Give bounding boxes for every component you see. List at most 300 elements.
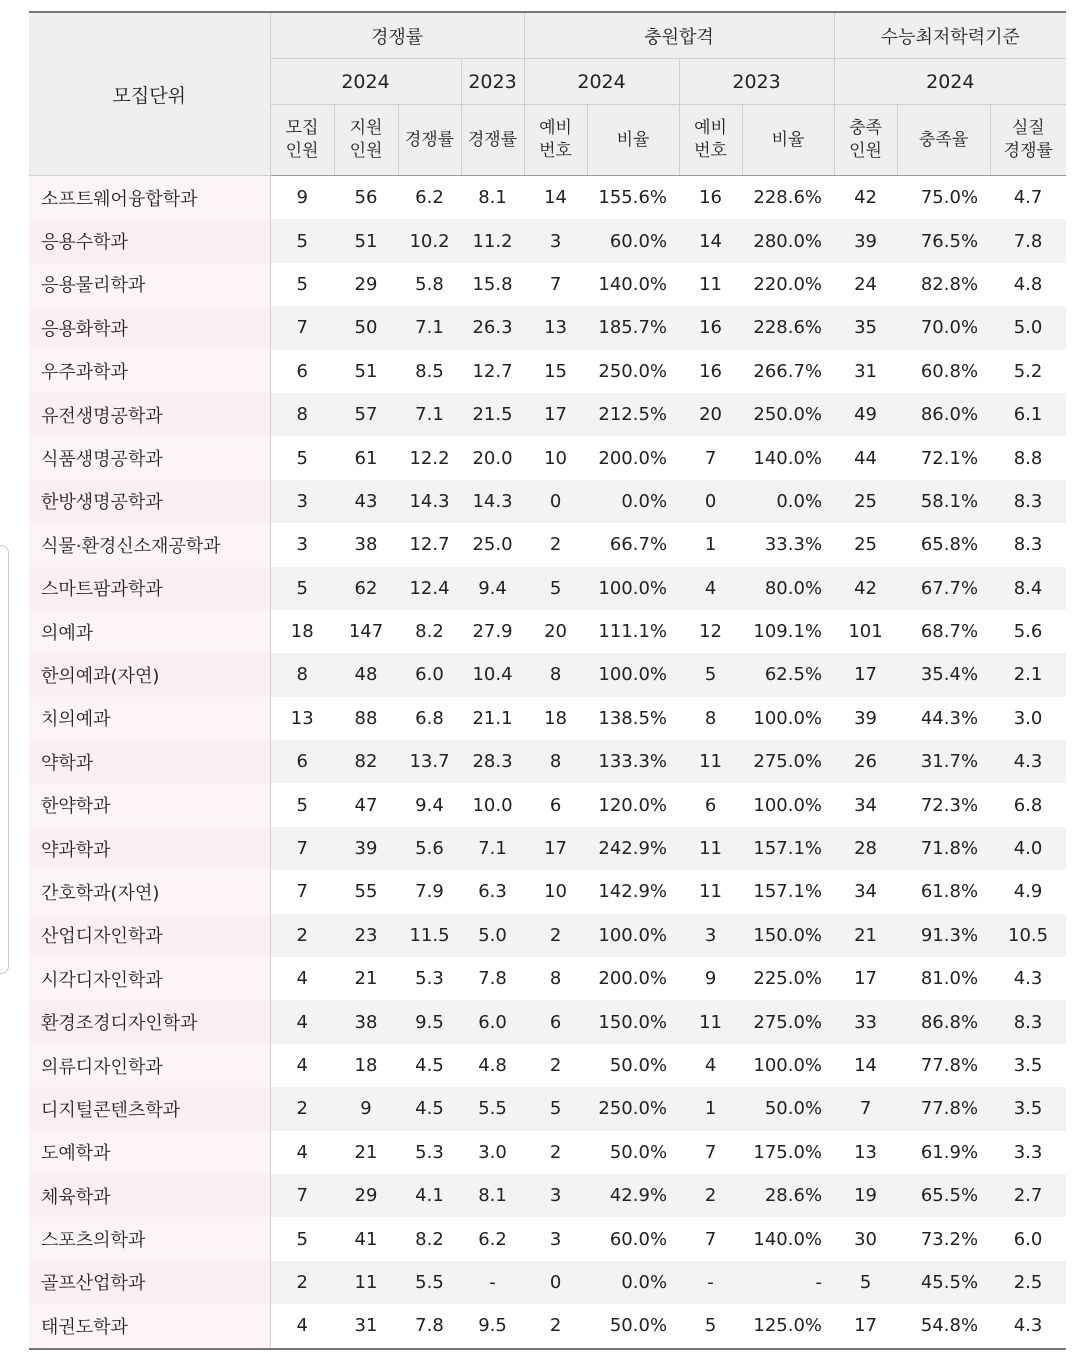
met-count-cell: 31 bbox=[854, 360, 877, 382]
ratio-2023-cell: 228.6% bbox=[753, 187, 823, 209]
department-name: 스포츠의학과 bbox=[29, 1217, 270, 1260]
waitlist-number-2023-cell: 2 bbox=[679, 1174, 742, 1217]
ratio-2023-cell: 109.1% bbox=[753, 621, 823, 643]
header-competition-rate-2023: 경쟁률 bbox=[461, 105, 524, 176]
waitlist-number-2024-cell: 8 bbox=[549, 968, 562, 990]
recruit-count-cell: 4 bbox=[270, 1304, 334, 1348]
ratio-2024-cell: 111.1% bbox=[598, 621, 668, 643]
competition-rate-2024-cell: 9.5 bbox=[398, 1000, 461, 1043]
department-name: 간호학과(자연) bbox=[29, 870, 270, 913]
effective-rate-cell: 5.6 bbox=[1013, 621, 1043, 643]
header-applicant-count: 지원 인원 bbox=[334, 105, 398, 176]
table-row bbox=[29, 697, 1066, 740]
table-row bbox=[29, 1087, 1066, 1130]
header-group-csat-minimum: 수능최저학력기준 bbox=[834, 12, 1066, 59]
waitlist-number-2024-cell: 2 bbox=[549, 1055, 562, 1076]
applicant-count-cell: 29 bbox=[334, 1174, 398, 1217]
waitlist-number-2023-cell: 8 bbox=[704, 707, 717, 729]
waitlist-number-2024-cell: 15 bbox=[544, 360, 567, 382]
competition-rate-2024-cell: 5.6 bbox=[398, 827, 461, 870]
recruit-count-cell: 5 bbox=[296, 1228, 308, 1250]
waitlist-number-2023-cell: 3 bbox=[679, 914, 742, 957]
competition-rate-2023-cell: 28.3 bbox=[461, 740, 524, 783]
department-name: 의류디자인학과 bbox=[29, 1044, 270, 1087]
waitlist-number-2023-cell: 0 bbox=[679, 480, 742, 523]
competition-rate-2023-cell: 14.3 bbox=[461, 480, 524, 523]
met-count-cell: 42 bbox=[834, 567, 897, 610]
competition-rate-2023-cell: 5.0 bbox=[461, 914, 524, 957]
met-count-cell: 13 bbox=[854, 1141, 877, 1163]
applicant-count-cell: 39 bbox=[334, 827, 398, 870]
met-count-cell: 34 bbox=[854, 794, 877, 816]
waitlist-number-2024-cell: 0 bbox=[524, 480, 587, 523]
ratio-2023-cell: 100.0% bbox=[753, 794, 823, 816]
waitlist-number-2023-cell: 11 bbox=[679, 1000, 742, 1043]
department-name: 식품생명공학과 bbox=[29, 436, 270, 479]
ratio-2024-cell: 155.6% bbox=[598, 187, 668, 209]
met-rate-cell: 60.8% bbox=[920, 360, 979, 382]
ratio-2023-cell: 275.0% bbox=[742, 740, 834, 783]
met-rate-cell: 71.8% bbox=[897, 827, 990, 870]
effective-rate-cell: 8.4 bbox=[990, 567, 1066, 610]
met-count-cell: 14 bbox=[854, 1055, 877, 1076]
applicant-count-cell: 11 bbox=[334, 1261, 398, 1304]
ratio-2024-cell: 150.0% bbox=[587, 1000, 679, 1043]
met-count-cell: 33 bbox=[834, 1000, 897, 1043]
waitlist-number-2024-cell: 2 bbox=[524, 1304, 587, 1348]
ratio-2023-cell: 175.0% bbox=[753, 1141, 823, 1163]
competition-rate-2024-cell: 8.2 bbox=[415, 1228, 444, 1250]
recruit-count-cell: 7 bbox=[296, 881, 308, 903]
table-row bbox=[29, 350, 1066, 393]
effective-rate-cell: 5.0 bbox=[990, 306, 1066, 349]
waitlist-number-2024-cell: 7 bbox=[549, 273, 562, 295]
competition-rate-2023-cell: 8.1 bbox=[461, 1174, 524, 1217]
ratio-2024-cell: 140.0% bbox=[598, 273, 668, 295]
competition-rate-2024-cell: 5.5 bbox=[398, 1261, 461, 1304]
recruit-count-cell: 3 bbox=[296, 534, 308, 556]
applicant-count-cell: 62 bbox=[334, 567, 398, 610]
effective-rate-cell: 6.1 bbox=[990, 393, 1066, 436]
competition-rate-2023-cell: 26.3 bbox=[461, 306, 524, 349]
waitlist-number-2023-cell: 11 bbox=[699, 273, 722, 295]
effective-rate-cell: 7.8 bbox=[990, 219, 1066, 262]
table-row bbox=[29, 740, 1066, 783]
department-name: 스마트팜과학과 bbox=[29, 567, 270, 610]
recruit-count-cell: 6 bbox=[270, 740, 334, 783]
effective-rate-cell: 8.3 bbox=[990, 1000, 1066, 1043]
applicant-count-cell: 56 bbox=[354, 187, 378, 209]
waitlist-number-2023-cell: 7 bbox=[704, 1228, 717, 1250]
table-header bbox=[29, 12, 1066, 176]
effective-rate-cell: 2.7 bbox=[990, 1174, 1066, 1217]
applicant-count-cell: 43 bbox=[334, 480, 398, 523]
met-rate-cell: 31.7% bbox=[897, 740, 990, 783]
header-year-additional-2024: 2024 bbox=[524, 59, 679, 105]
header-group-additional-admission: 충원합격 bbox=[524, 12, 834, 59]
effective-rate-cell: 4.9 bbox=[1013, 881, 1043, 903]
competition-rate-2024-cell: 5.3 bbox=[415, 968, 444, 990]
recruit-count-cell: 9 bbox=[296, 187, 308, 209]
recruit-count-cell: 13 bbox=[290, 707, 314, 729]
ratio-2024-cell: 100.0% bbox=[587, 653, 679, 696]
waitlist-number-2024-cell: 2 bbox=[549, 1141, 562, 1163]
waitlist-number-2024-cell: 10 bbox=[544, 447, 567, 469]
recruit-count-cell: 4 bbox=[296, 968, 308, 990]
competition-rate-2023-cell: 27.9 bbox=[472, 621, 513, 643]
met-rate-cell: 45.5% bbox=[897, 1261, 990, 1304]
competition-rate-2024-cell: 12.4 bbox=[398, 567, 461, 610]
met-count-cell: 39 bbox=[834, 219, 897, 262]
met-rate-cell: 65.8% bbox=[920, 534, 979, 556]
waitlist-number-2023-cell: 4 bbox=[679, 567, 742, 610]
competition-rate-2024-cell: 5.8 bbox=[415, 273, 444, 295]
ratio-2023-cell: 280.0% bbox=[742, 219, 834, 262]
competition-rate-2024-cell: 7.1 bbox=[398, 393, 461, 436]
waitlist-number-2023-cell: 7 bbox=[704, 1141, 717, 1163]
recruit-count-cell: 3 bbox=[270, 480, 334, 523]
competition-rate-2024-cell: 10.2 bbox=[398, 219, 461, 262]
recruit-count-cell: 7 bbox=[270, 1174, 334, 1217]
table-row bbox=[29, 1217, 1066, 1260]
applicant-count-cell: 47 bbox=[354, 794, 378, 816]
met-rate-cell: 67.7% bbox=[897, 567, 990, 610]
department-name: 산업디자인학과 bbox=[29, 914, 270, 957]
recruit-count-cell: 18 bbox=[290, 621, 314, 643]
waitlist-number-2023-cell: 11 bbox=[699, 881, 722, 903]
table-row bbox=[29, 1044, 1066, 1087]
waitlist-number-2023-cell: 20 bbox=[679, 393, 742, 436]
ratio-2023-cell: 275.0% bbox=[742, 1000, 834, 1043]
effective-rate-cell: 6.0 bbox=[1013, 1228, 1043, 1250]
table-row bbox=[29, 870, 1066, 913]
recruit-count-cell: 2 bbox=[270, 914, 334, 957]
waitlist-number-2024-cell: 17 bbox=[524, 393, 587, 436]
table-row bbox=[29, 176, 1066, 220]
table-row bbox=[29, 1174, 1066, 1217]
applicant-count-cell: 61 bbox=[354, 447, 378, 469]
applicant-count-cell: 48 bbox=[334, 653, 398, 696]
header-ratio-2024: 비율 bbox=[587, 105, 679, 176]
competition-rate-2024-cell: 4.1 bbox=[398, 1174, 461, 1217]
ratio-2024-cell: 66.7% bbox=[609, 534, 668, 556]
applicant-count-cell: 21 bbox=[354, 1141, 378, 1163]
ratio-2024-cell: 250.0% bbox=[598, 360, 668, 382]
ratio-2023-cell: 157.1% bbox=[753, 881, 823, 903]
met-count-cell: 7 bbox=[834, 1087, 897, 1130]
waitlist-number-2024-cell: 6 bbox=[524, 1000, 587, 1043]
recruit-count-cell: 5 bbox=[296, 447, 308, 469]
table-row bbox=[29, 610, 1066, 653]
met-count-cell: 17 bbox=[854, 968, 877, 990]
met-count-cell: 5 bbox=[834, 1261, 897, 1304]
met-rate-cell: 76.5% bbox=[897, 219, 990, 262]
department-name: 골프산업학과 bbox=[29, 1261, 270, 1304]
recruit-count-cell: 7 bbox=[270, 306, 334, 349]
competition-rate-2023-cell: 5.5 bbox=[461, 1087, 524, 1130]
waitlist-number-2023-cell: 11 bbox=[679, 827, 742, 870]
met-rate-cell: 81.0% bbox=[920, 968, 979, 990]
ratio-2024-cell: 42.9% bbox=[587, 1174, 679, 1217]
effective-rate-cell: 8.3 bbox=[990, 480, 1066, 523]
effective-rate-cell: 3.3 bbox=[1013, 1141, 1043, 1163]
ratio-2023-cell: 157.1% bbox=[742, 827, 834, 870]
ratio-2023-cell: 0.0% bbox=[742, 480, 834, 523]
waitlist-number-2024-cell: 6 bbox=[549, 794, 562, 816]
department-name: 한의예과(자연) bbox=[29, 653, 270, 696]
department-name: 디지털콘텐츠학과 bbox=[29, 1087, 270, 1130]
waitlist-number-2023-cell: 5 bbox=[679, 653, 742, 696]
table-row bbox=[29, 480, 1066, 523]
department-name: 우주과학과 bbox=[29, 350, 270, 393]
competition-rate-2023-cell: 12.7 bbox=[472, 360, 513, 382]
table-body bbox=[29, 176, 1066, 1349]
recruit-count-cell: 7 bbox=[270, 827, 334, 870]
ratio-2023-cell: 225.0% bbox=[753, 968, 823, 990]
met-rate-cell: 58.1% bbox=[897, 480, 990, 523]
waitlist-number-2024-cell: 2 bbox=[524, 914, 587, 957]
ratio-2023-cell: 62.5% bbox=[742, 653, 834, 696]
ratio-2023-cell: 266.7% bbox=[753, 360, 823, 382]
header-group-competition: 경쟁률 bbox=[270, 12, 524, 59]
applicant-count-cell: 88 bbox=[354, 707, 378, 729]
met-count-cell: 44 bbox=[854, 447, 877, 469]
competition-rate-2023-cell: 21.1 bbox=[472, 707, 513, 729]
effective-rate-cell: 2.1 bbox=[990, 653, 1066, 696]
ratio-2024-cell: 50.0% bbox=[609, 1141, 668, 1163]
table-row bbox=[29, 567, 1066, 610]
competition-rate-2023-cell: 10.0 bbox=[472, 794, 513, 816]
competition-rate-2024-cell: 13.7 bbox=[398, 740, 461, 783]
met-rate-cell: 86.0% bbox=[897, 393, 990, 436]
applicant-count-cell: 38 bbox=[334, 1000, 398, 1043]
waitlist-number-2024-cell: 17 bbox=[524, 827, 587, 870]
recruit-count-cell: 5 bbox=[296, 273, 308, 295]
ratio-2023-cell: 28.6% bbox=[742, 1174, 834, 1217]
applicant-count-cell: 9 bbox=[334, 1087, 398, 1130]
competition-rate-2023-cell: 11.2 bbox=[461, 219, 524, 262]
department-name: 식물·환경신소재공학과 bbox=[29, 523, 270, 566]
applicant-count-cell: 57 bbox=[334, 393, 398, 436]
department-name: 도예학과 bbox=[29, 1131, 270, 1174]
table-row bbox=[29, 436, 1066, 479]
ratio-2024-cell: 100.0% bbox=[587, 914, 679, 957]
ratio-2023-cell: 150.0% bbox=[742, 914, 834, 957]
recruit-count-cell: 8 bbox=[270, 393, 334, 436]
competition-rate-2023-cell: 7.1 bbox=[461, 827, 524, 870]
effective-rate-cell: 3.5 bbox=[1013, 1055, 1043, 1076]
scroll-handle[interactable] bbox=[0, 545, 9, 974]
header-competition-rate-2024: 경쟁률 bbox=[398, 105, 461, 176]
applicant-count-cell: 21 bbox=[354, 968, 378, 990]
ratio-2023-cell: 100.0% bbox=[753, 1055, 823, 1076]
ratio-2024-cell: 250.0% bbox=[587, 1087, 679, 1130]
met-rate-cell: 86.8% bbox=[897, 1000, 990, 1043]
waitlist-number-2024-cell: 5 bbox=[524, 567, 587, 610]
table-row bbox=[29, 957, 1066, 1000]
waitlist-number-2023-cell: 11 bbox=[679, 740, 742, 783]
table-row bbox=[29, 263, 1066, 306]
effective-rate-cell: 5.2 bbox=[1013, 360, 1043, 382]
met-count-cell: 42 bbox=[854, 187, 877, 209]
ratio-2024-cell: 242.9% bbox=[587, 827, 679, 870]
department-name: 유전생명공학과 bbox=[29, 393, 270, 436]
met-count-cell: 39 bbox=[854, 707, 877, 729]
department-name: 시각디자인학과 bbox=[29, 957, 270, 1000]
ratio-2024-cell: 185.7% bbox=[587, 306, 679, 349]
header-unit: 모집단위 bbox=[29, 12, 270, 176]
waitlist-number-2024-cell: 2 bbox=[549, 534, 562, 556]
met-rate-cell: 75.0% bbox=[920, 187, 979, 209]
competition-rate-2023-cell: 6.2 bbox=[478, 1228, 507, 1250]
met-rate-cell: 77.8% bbox=[920, 1055, 979, 1076]
waitlist-number-2023-cell: 5 bbox=[679, 1304, 742, 1348]
competition-rate-2023-cell: 15.8 bbox=[472, 273, 513, 295]
met-count-cell: 17 bbox=[834, 1304, 897, 1348]
effective-rate-cell: 4.3 bbox=[990, 740, 1066, 783]
competition-rate-2024-cell: 5.3 bbox=[415, 1141, 444, 1163]
competition-rate-2023-cell: 7.8 bbox=[478, 968, 507, 990]
applicant-count-cell: 38 bbox=[354, 534, 378, 556]
met-rate-cell: 35.4% bbox=[897, 653, 990, 696]
waitlist-number-2023-cell: 1 bbox=[679, 1087, 742, 1130]
applicant-count-cell: 18 bbox=[354, 1055, 378, 1076]
waitlist-number-2024-cell: 10 bbox=[544, 881, 567, 903]
competition-rate-2024-cell: 8.5 bbox=[415, 360, 444, 382]
waitlist-number-2024-cell: 20 bbox=[544, 621, 567, 643]
admission-results-table bbox=[29, 11, 1066, 1350]
waitlist-number-2023-cell: 14 bbox=[679, 219, 742, 262]
table-row bbox=[29, 914, 1066, 957]
ratio-2023-cell: 33.3% bbox=[764, 534, 823, 556]
department-name: 한방생명공학과 bbox=[29, 480, 270, 523]
waitlist-number-2024-cell: 13 bbox=[524, 306, 587, 349]
competition-rate-2024-cell: 6.2 bbox=[415, 187, 444, 209]
effective-rate-cell: 3.0 bbox=[1013, 707, 1043, 729]
met-count-cell: 17 bbox=[834, 653, 897, 696]
table-row bbox=[29, 523, 1066, 566]
met-rate-cell: 61.9% bbox=[920, 1141, 979, 1163]
recruit-count-cell: 2 bbox=[270, 1087, 334, 1130]
ratio-2023-cell: 220.0% bbox=[753, 273, 823, 295]
competition-rate-2024-cell: 14.3 bbox=[398, 480, 461, 523]
waitlist-number-2023-cell: 1 bbox=[704, 534, 717, 556]
applicant-count-cell: 51 bbox=[354, 360, 378, 382]
table-row bbox=[29, 1304, 1066, 1348]
applicant-count-cell: 147 bbox=[348, 621, 384, 643]
waitlist-number-2024-cell: 0 bbox=[524, 1261, 587, 1304]
effective-rate-cell: 10.5 bbox=[990, 914, 1066, 957]
department-name: 치의예과 bbox=[29, 697, 270, 740]
ratio-2023-cell: 50.0% bbox=[742, 1087, 834, 1130]
waitlist-number-2024-cell: 8 bbox=[524, 653, 587, 696]
met-count-cell: 19 bbox=[834, 1174, 897, 1217]
department-name: 환경조경디자인학과 bbox=[29, 1000, 270, 1043]
competition-rate-2024-cell: 12.2 bbox=[409, 447, 450, 469]
header-year-competition-2024: 2024 bbox=[270, 59, 461, 105]
competition-rate-2023-cell: 3.0 bbox=[478, 1141, 507, 1163]
ratio-2024-cell: 50.0% bbox=[609, 1055, 668, 1076]
waitlist-number-2024-cell: 18 bbox=[544, 707, 567, 729]
header-waitlist-number-2024: 예비 번호 bbox=[524, 105, 587, 176]
applicant-count-cell: 29 bbox=[354, 273, 378, 295]
competition-rate-2024-cell: 4.5 bbox=[415, 1055, 444, 1076]
ratio-2023-cell: 250.0% bbox=[742, 393, 834, 436]
recruit-count-cell: 5 bbox=[270, 567, 334, 610]
table-row bbox=[29, 827, 1066, 870]
applicant-count-cell: 82 bbox=[334, 740, 398, 783]
recruit-count-cell: 5 bbox=[270, 219, 334, 262]
header-waitlist-number-2023: 예비 번호 bbox=[679, 105, 742, 176]
ratio-2024-cell: 60.0% bbox=[587, 219, 679, 262]
department-name: 태권도학과 bbox=[29, 1304, 270, 1348]
met-count-cell: 49 bbox=[834, 393, 897, 436]
ratio-2024-cell: 50.0% bbox=[587, 1304, 679, 1348]
met-rate-cell: 65.5% bbox=[897, 1174, 990, 1217]
table-row bbox=[29, 1000, 1066, 1043]
competition-rate-2024-cell: 7.8 bbox=[398, 1304, 461, 1348]
ratio-2024-cell: 100.0% bbox=[587, 567, 679, 610]
met-rate-cell: 73.2% bbox=[920, 1228, 979, 1250]
ratio-2024-cell: 142.9% bbox=[598, 881, 668, 903]
recruit-count-cell: 8 bbox=[270, 653, 334, 696]
effective-rate-cell: 8.8 bbox=[1013, 447, 1043, 469]
recruit-count-cell: 4 bbox=[296, 1141, 308, 1163]
competition-rate-2024-cell: 9.4 bbox=[415, 794, 444, 816]
waitlist-number-2023-cell: - bbox=[679, 1261, 742, 1304]
competition-rate-2023-cell: 6.0 bbox=[461, 1000, 524, 1043]
met-count-cell: 21 bbox=[834, 914, 897, 957]
department-name: 응용물리학과 bbox=[29, 263, 270, 306]
effective-rate-cell: 4.0 bbox=[990, 827, 1066, 870]
met-count-cell: 30 bbox=[854, 1228, 877, 1250]
competition-rate-2023-cell: - bbox=[461, 1261, 524, 1304]
department-name: 약학과 bbox=[29, 740, 270, 783]
met-rate-cell: 68.7% bbox=[920, 621, 979, 643]
recruit-count-cell: 5 bbox=[296, 794, 308, 816]
competition-rate-2023-cell: 25.0 bbox=[472, 534, 513, 556]
table-row bbox=[29, 219, 1066, 262]
met-rate-cell: 77.8% bbox=[897, 1087, 990, 1130]
waitlist-number-2023-cell: 12 bbox=[699, 621, 722, 643]
waitlist-number-2023-cell: 6 bbox=[704, 794, 717, 816]
met-rate-cell: 72.1% bbox=[920, 447, 979, 469]
ratio-2024-cell: 200.0% bbox=[598, 968, 668, 990]
met-count-cell: 101 bbox=[848, 621, 883, 643]
waitlist-number-2023-cell: 4 bbox=[704, 1055, 717, 1076]
competition-rate-2023-cell: 21.5 bbox=[461, 393, 524, 436]
competition-rate-2024-cell: 4.5 bbox=[398, 1087, 461, 1130]
recruit-count-cell: 4 bbox=[296, 1055, 308, 1076]
header-year-csat-2024: 2024 bbox=[834, 59, 1066, 105]
ratio-2024-cell: 0.0% bbox=[587, 1261, 679, 1304]
department-name: 응용화학과 bbox=[29, 306, 270, 349]
waitlist-number-2023-cell: 16 bbox=[699, 360, 722, 382]
table-row bbox=[29, 393, 1066, 436]
competition-rate-2024-cell: 6.0 bbox=[398, 653, 461, 696]
ratio-2023-cell: 140.0% bbox=[753, 1228, 823, 1250]
competition-rate-2024-cell: 6.8 bbox=[415, 707, 444, 729]
department-name: 소프트웨어융합학과 bbox=[29, 176, 270, 220]
met-count-cell: 34 bbox=[854, 881, 877, 903]
waitlist-number-2023-cell: 9 bbox=[704, 968, 717, 990]
competition-rate-2023-cell: 8.1 bbox=[478, 187, 507, 209]
effective-rate-cell: 4.8 bbox=[1013, 273, 1043, 295]
ratio-2024-cell: 200.0% bbox=[598, 447, 668, 469]
ratio-2024-cell: 138.5% bbox=[598, 707, 668, 729]
effective-rate-cell: 6.8 bbox=[1013, 794, 1043, 816]
recruit-count-cell: 6 bbox=[296, 360, 308, 382]
